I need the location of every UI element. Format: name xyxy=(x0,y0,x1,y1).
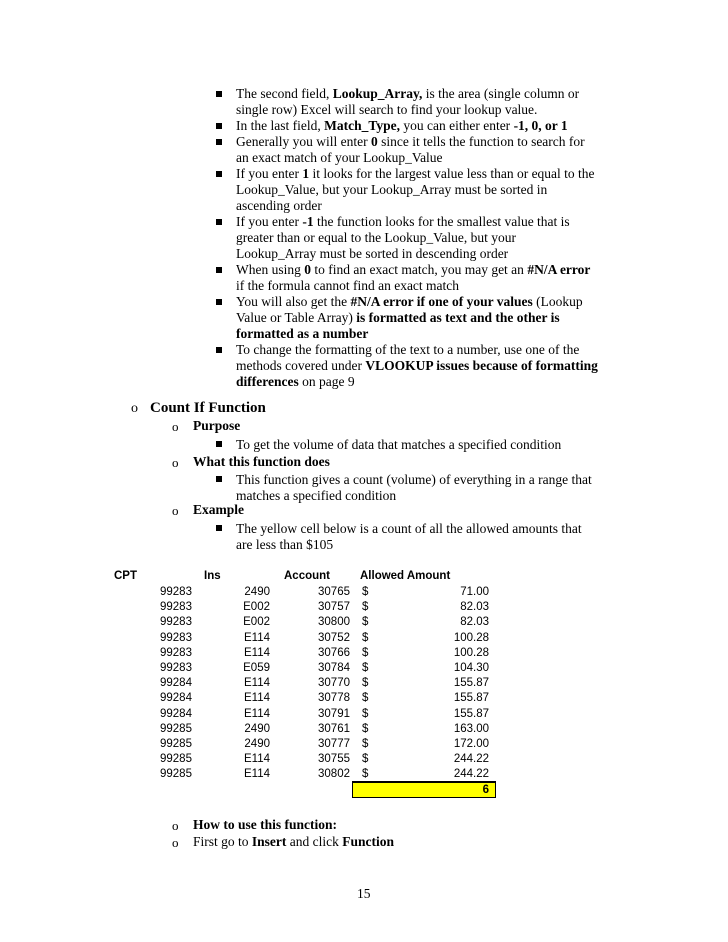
cpt-cell[interactable]: 99283 xyxy=(160,662,192,674)
cpt-cell[interactable]: 99284 xyxy=(160,692,192,705)
cpt-cell[interactable]: 99285 xyxy=(160,768,192,781)
amount-cell[interactable]: 244.22 xyxy=(453,753,489,766)
cpt-cell[interactable]: 99285 xyxy=(160,738,192,750)
ins-cell[interactable]: E059 xyxy=(243,662,270,674)
text-run: since it tells the function to search for xyxy=(377,134,585,149)
text-run: single row) Excel will search to find your lookup value. xyxy=(236,102,538,117)
square-bullet-icon xyxy=(216,476,222,482)
example-text-1: The yellow cell below is a count of all the allowed amounts that xyxy=(236,521,582,536)
account-cell[interactable]: 30755 xyxy=(318,753,350,766)
text-run: If you enter xyxy=(236,214,303,229)
amount-cell[interactable]: 172.00 xyxy=(453,738,489,750)
text-run: When using xyxy=(236,262,305,277)
account-cell[interactable]: 30765 xyxy=(318,586,350,598)
amount-cell[interactable]: 244.22 xyxy=(453,768,489,781)
what-label: What this function does xyxy=(193,454,330,469)
amount-cell[interactable]: 82.03 xyxy=(460,601,489,614)
cpt-cell[interactable]: 99285 xyxy=(160,722,192,735)
cpt-cell[interactable]: 99283 xyxy=(160,616,192,629)
cpt-cell[interactable]: 99283 xyxy=(160,601,192,614)
square-bullet-icon xyxy=(216,347,222,353)
count-value: 6 xyxy=(482,784,489,796)
text-run: on page 9 xyxy=(298,374,355,389)
text-run: methods covered under xyxy=(236,358,366,373)
ins-cell[interactable]: E114 xyxy=(243,646,270,659)
bullet-line xyxy=(236,150,443,166)
page-number: 15 xyxy=(357,886,371,901)
ins-cell[interactable]: E114 xyxy=(243,692,270,705)
text-run: If you enter xyxy=(236,166,303,181)
text-run: formatted as a number xyxy=(236,326,369,341)
circle-bullet-icon: o xyxy=(172,419,179,434)
example-text-2: are less than $105 xyxy=(236,537,334,552)
dollar-cell[interactable]: $ xyxy=(362,646,369,659)
amount-cell[interactable]: 82.03 xyxy=(460,616,489,629)
bullet-line xyxy=(236,118,568,134)
circle-bullet-icon: o xyxy=(172,835,179,850)
text-run: Generally you will enter xyxy=(236,134,371,149)
text-run: 0 xyxy=(370,134,378,149)
text-run: #N/A error xyxy=(527,262,591,277)
circle-bullet-icon: o xyxy=(131,401,138,416)
bullet-line xyxy=(236,86,579,102)
dollar-cell[interactable]: $ xyxy=(362,753,369,766)
text-run: Function xyxy=(342,834,395,849)
circle-bullet-icon: o xyxy=(172,818,179,833)
cpt-cell[interactable]: 99283 xyxy=(160,631,192,644)
text-run: is formatted as text and the other is xyxy=(356,310,560,325)
dollar-cell[interactable]: $ xyxy=(362,738,369,750)
what-text-1: This function gives a count (volume) of everything in a range that xyxy=(236,472,592,487)
cpt-cell[interactable]: 99283 xyxy=(160,586,192,598)
header-allowed-amount: Allowed Amount xyxy=(360,570,451,582)
ins-cell[interactable]: 2490 xyxy=(244,586,270,598)
text-run: Lookup_Array, xyxy=(332,86,423,101)
square-bullet-icon xyxy=(216,441,222,447)
account-cell[interactable]: 30800 xyxy=(318,616,350,629)
square-bullet-icon xyxy=(216,91,222,97)
text-run: Insert xyxy=(251,834,287,849)
section-title: Count If Function xyxy=(150,400,266,416)
bullet-line xyxy=(236,342,579,358)
amount-cell[interactable]: 71.00 xyxy=(460,586,489,598)
text-run: greater than or equal to the Lookup_Value, but your xyxy=(236,230,517,245)
bullet-line xyxy=(236,246,508,262)
text-run: -1 xyxy=(302,214,314,229)
dollar-cell[interactable]: $ xyxy=(362,601,369,614)
purpose-label: Purpose xyxy=(193,418,241,433)
account-cell[interactable]: 30770 xyxy=(318,677,350,690)
square-bullet-icon xyxy=(216,219,222,225)
bullet-line xyxy=(236,358,598,374)
square-bullet-icon xyxy=(216,525,222,531)
square-bullet-icon xyxy=(216,123,222,129)
text-run: and click xyxy=(286,834,343,849)
cpt-cell[interactable]: 99285 xyxy=(160,753,192,766)
circle-bullet-icon: o xyxy=(172,503,179,518)
dollar-cell[interactable]: $ xyxy=(362,722,369,735)
ins-cell[interactable]: E002 xyxy=(243,616,270,629)
amount-cell[interactable]: 100.28 xyxy=(453,631,489,644)
cpt-cell[interactable]: 99284 xyxy=(160,677,192,690)
ins-cell[interactable]: E114 xyxy=(243,707,270,720)
text-run: In the last field, xyxy=(236,118,325,133)
circle-bullet-icon: o xyxy=(172,455,179,470)
text-run: VLOOKUP issues because of formatting xyxy=(365,358,598,373)
text-run: Value or Table Array) xyxy=(236,310,357,325)
account-cell[interactable]: 30761 xyxy=(318,722,350,735)
purpose-text: To get the volume of data that matches a specified condition xyxy=(236,437,562,452)
bullet-line xyxy=(236,278,459,294)
account-cell[interactable]: 30757 xyxy=(318,601,350,614)
ins-cell[interactable]: 2490 xyxy=(244,722,270,735)
bullet-line xyxy=(236,262,590,278)
text-run: Match_Type, xyxy=(324,118,400,133)
amount-cell[interactable]: 104.30 xyxy=(453,662,489,674)
text-run: to find an exact match, you may get an xyxy=(311,262,528,277)
bullet-line xyxy=(236,102,537,118)
header-cpt: CPT xyxy=(114,570,137,582)
bullet-line xyxy=(236,230,516,246)
square-bullet-icon xyxy=(216,171,222,177)
text-run: (Lookup xyxy=(532,294,583,309)
account-cell[interactable]: 30784 xyxy=(318,662,350,674)
text-run: Lookup_Value, but your Lookup_Array must be sorted in xyxy=(236,182,548,197)
text-run: 0 xyxy=(304,262,311,277)
account-cell[interactable]: 30802 xyxy=(318,768,350,781)
dollar-cell[interactable]: $ xyxy=(362,631,369,644)
dollar-cell[interactable]: $ xyxy=(362,677,369,690)
text-run: if the formula cannot find an exact match xyxy=(236,278,460,293)
cpt-cell[interactable]: 99284 xyxy=(160,707,192,720)
account-cell[interactable]: 30777 xyxy=(318,738,350,750)
first-go-text xyxy=(193,834,394,850)
example-label: Example xyxy=(193,502,245,517)
what-text-2: matches a specified condition xyxy=(236,488,397,503)
ins-cell[interactable]: E114 xyxy=(243,768,270,781)
text-run: You will also get the xyxy=(236,294,351,309)
ins-cell[interactable]: E114 xyxy=(243,631,270,644)
text-run: differences xyxy=(236,374,299,389)
amount-cell[interactable]: 155.87 xyxy=(453,677,489,690)
dollar-cell[interactable]: $ xyxy=(362,692,369,705)
text-run: First go to xyxy=(193,834,252,849)
dollar-cell[interactable]: $ xyxy=(362,662,369,674)
ins-cell[interactable]: E114 xyxy=(243,677,270,690)
header-ins: Ins xyxy=(204,570,221,582)
dollar-cell[interactable]: $ xyxy=(362,616,369,629)
square-bullet-icon xyxy=(216,139,222,145)
account-cell[interactable]: 30752 xyxy=(318,631,350,644)
bullet-line xyxy=(236,310,560,326)
text-run: the function looks for the smallest value that is xyxy=(313,214,570,229)
text-run: To change the formatting of the text to a number, use one of the xyxy=(236,342,580,357)
cpt-cell[interactable]: 99283 xyxy=(160,646,192,659)
bullet-line xyxy=(236,374,355,390)
ins-cell[interactable]: E002 xyxy=(243,601,270,614)
how-label: How to use this function: xyxy=(193,817,338,832)
text-run: you can either enter xyxy=(399,118,514,133)
bullet-line xyxy=(236,326,368,342)
text-run: ascending order xyxy=(236,198,322,213)
account-cell[interactable]: 30778 xyxy=(318,692,350,705)
text-run: #N/A error if one of your values xyxy=(350,294,533,309)
text-run: 1 xyxy=(302,166,310,181)
text-run: is the area (single column or xyxy=(422,86,580,101)
amount-cell[interactable]: 155.87 xyxy=(453,692,489,705)
bullet-line xyxy=(236,134,585,150)
text-run: an exact match of your Lookup_Value xyxy=(236,150,443,165)
text-run: it looks for the largest value less than or equal to the xyxy=(309,166,595,181)
account-cell[interactable]: 30766 xyxy=(318,646,350,659)
dollar-cell[interactable]: $ xyxy=(362,707,369,720)
amount-cell[interactable]: 155.87 xyxy=(453,707,489,720)
bullet-line xyxy=(236,166,595,182)
square-bullet-icon xyxy=(216,299,222,305)
account-cell[interactable]: 30791 xyxy=(318,707,350,720)
bullet-line xyxy=(236,182,547,198)
text-run: Lookup_Array must be sorted in descending order xyxy=(236,246,509,261)
dollar-cell[interactable]: $ xyxy=(362,768,369,781)
text-run: -1, 0, or 1 xyxy=(513,118,568,133)
square-bullet-icon xyxy=(216,267,222,273)
bullet-line xyxy=(236,198,322,214)
amount-cell[interactable]: 100.28 xyxy=(453,646,489,659)
bullet-line xyxy=(236,214,570,230)
ins-cell[interactable]: E114 xyxy=(243,753,270,766)
text-run: The second field, xyxy=(236,86,333,101)
dollar-cell[interactable]: $ xyxy=(362,586,369,598)
ins-cell[interactable]: 2490 xyxy=(244,738,270,750)
bullet-line xyxy=(236,294,583,310)
amount-cell[interactable]: 163.00 xyxy=(453,722,489,735)
header-account: Account xyxy=(284,570,330,582)
